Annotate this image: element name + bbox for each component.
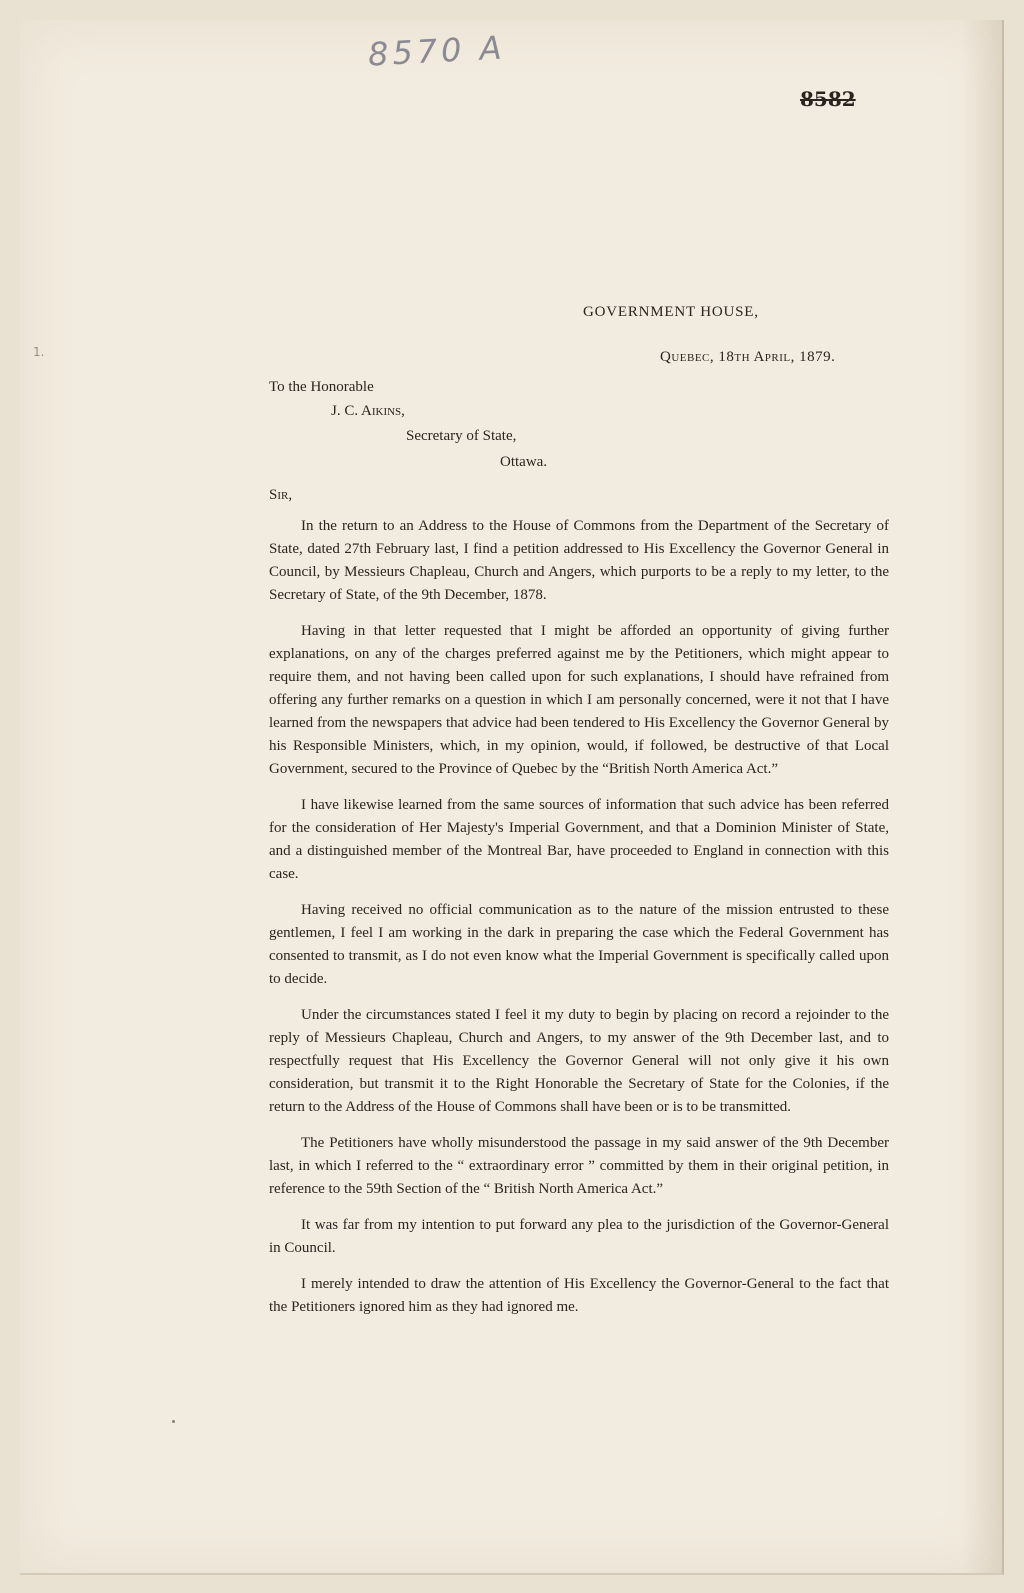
address-line-2: J. C. Aikins, [331,403,405,419]
letter-date: Quebec, 18th April, 1879. [660,349,836,365]
salutation: Sir, [269,487,293,503]
address-line-3: Secretary of State, [406,428,517,444]
page-edge-shadow [962,20,1002,1573]
address-line-1: To the Honorable [269,379,374,395]
letter-body [269,515,889,1332]
paragraph: In the return to an Address to the House of Commons from the Department of the Secretary of State, dated 27th February last, I find a petition addressed to His Excellency the Governor General in Council, by Messieurs Chapleau, Church and Angers, which purports to be a reply to my letter, to the Secretary of State, of the 9th December, 1878. [269,518,889,603]
paragraph: I have likewise learned from the same sources of information that such advice has been referred for the consideration of Her Majesty's Imperial Government, and that a Dominion Minister of State, and a distinguished member of the Montreal Bar, have proceeded to England in connection with this case. [269,797,889,882]
paragraph: Having in that letter requested that I might be afforded an opportunity of giving further explanations, on any of the charges preferred against me by the Petitioners, which might appear to require them, and not having been called upon for such explanations, I should have refrained from offering any further remarks on a question in which I am personally concerned, were it not that I have learned from the newspapers that advice had been tendered to His Excellency the Governor General by his Responsible Ministers, which, in my opinion, would, if followed, be destructive of that Local Government, secured to the Province of Quebec by the “British North America Act.” [269,623,889,777]
paragraph: Having received no official communication as to the nature of the mission entrusted to these gentlemen, I feel I am working in the dark in preparing the case which the Federal Government has consented to transmit, as I do not even know what the Imperial Government is specifically called upon to decide. [269,902,889,987]
handwritten-catalog-number: 8570 A [367,28,507,74]
margin-mark: 1. [33,345,45,359]
paragraph: I merely intended to draw the attention of His Excellency the Governor-General to the fact that the Petitioners ignored him as they had ignored me. [269,1276,889,1315]
paragraph: Under the circumstances stated I feel it my duty to begin by placing on record a rejoinder to the reply of Messieurs Chapleau, Church and Angers, to my answer of the 9th December last, and to respectfully request that His Excellency the Governor General will not only give it his own consideration, but transmit it to the Right Honorable the Secretary of State for the Colonies, if the return to the Address of the House of Commons shall have been or is to be transmitted. [269,1007,889,1115]
letter-heading: GOVERNMENT HOUSE, [583,304,759,320]
paragraph: The Petitioners have wholly misunderstood the passage in my said answer of the 9th December last, in which I referred to the “ extraordinary error ” committed by them in their original petition, in reference to the 59th Section of the “ British North America Act.” [269,1135,889,1197]
paragraph: It was far from my intention to put forward any plea to the jurisdiction of the Governor-General in Council. [269,1217,889,1256]
stamped-catalog-number: 8582 [800,87,856,111]
address-line-4: Ottawa. [500,454,548,470]
paper-speck [172,1420,175,1423]
